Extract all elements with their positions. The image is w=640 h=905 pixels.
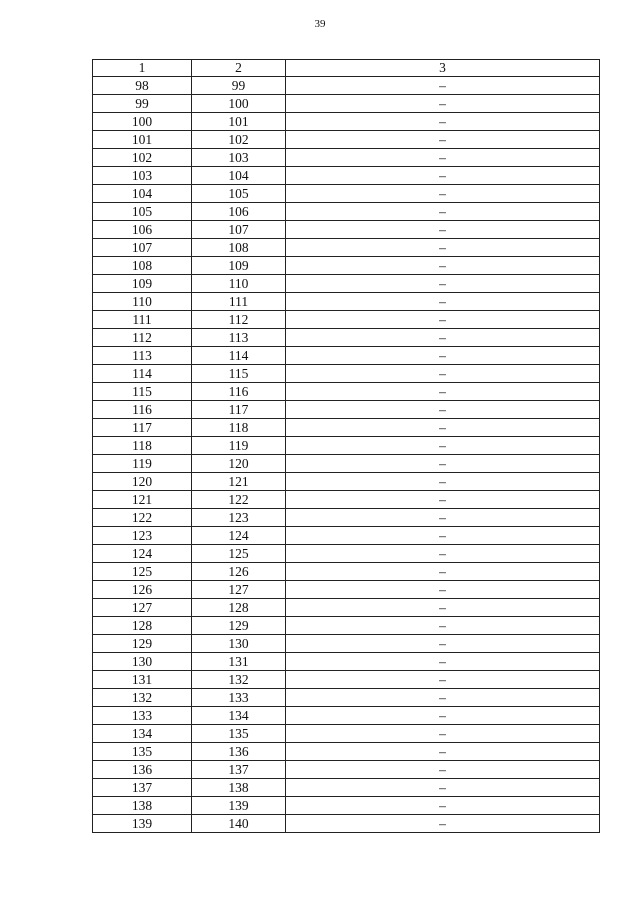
- table-row: [93, 221, 600, 239]
- cell-column-1: 119: [93, 455, 192, 473]
- table-row: [93, 311, 600, 329]
- table-row: [93, 257, 600, 275]
- table-row: [93, 455, 600, 473]
- table-row: [93, 293, 600, 311]
- cell-column-2: 121: [192, 473, 286, 491]
- cell-column-3: –: [286, 761, 600, 779]
- cell-column-2: 100: [192, 95, 286, 113]
- table-header-row: [93, 60, 600, 77]
- column-header-2: 2: [192, 60, 286, 77]
- table-row: [93, 761, 600, 779]
- table-row: [93, 77, 600, 95]
- cell-column-3: –: [286, 347, 600, 365]
- cell-column-1: 128: [93, 617, 192, 635]
- table-row: [93, 185, 600, 203]
- cell-column-1: 105: [93, 203, 192, 221]
- cell-column-1: 109: [93, 275, 192, 293]
- table-row: [93, 563, 600, 581]
- cell-column-2: 106: [192, 203, 286, 221]
- cell-column-2: 108: [192, 239, 286, 257]
- cell-column-2: 112: [192, 311, 286, 329]
- cell-column-2: 129: [192, 617, 286, 635]
- cell-column-3: –: [286, 509, 600, 527]
- cell-column-1: 98: [93, 77, 192, 95]
- cell-column-2: 117: [192, 401, 286, 419]
- table-row: [93, 797, 600, 815]
- cell-column-2: 119: [192, 437, 286, 455]
- cell-column-1: 114: [93, 365, 192, 383]
- cell-column-1: 103: [93, 167, 192, 185]
- cell-column-1: 120: [93, 473, 192, 491]
- cell-column-3: –: [286, 113, 600, 131]
- cell-column-3: –: [286, 527, 600, 545]
- cell-column-2: 140: [192, 815, 286, 833]
- cell-column-2: 132: [192, 671, 286, 689]
- cell-column-3: –: [286, 167, 600, 185]
- table-row: [93, 437, 600, 455]
- cell-column-3: –: [286, 401, 600, 419]
- cell-column-2: 110: [192, 275, 286, 293]
- cell-column-3: –: [286, 797, 600, 815]
- cell-column-1: 113: [93, 347, 192, 365]
- cell-column-2: 115: [192, 365, 286, 383]
- cell-column-1: 108: [93, 257, 192, 275]
- cell-column-3: –: [286, 257, 600, 275]
- cell-column-3: –: [286, 437, 600, 455]
- cell-column-1: 131: [93, 671, 192, 689]
- cell-column-3: –: [286, 293, 600, 311]
- cell-column-2: 102: [192, 131, 286, 149]
- cell-column-2: 104: [192, 167, 286, 185]
- column-header-3: 3: [286, 60, 600, 77]
- cell-column-1: 102: [93, 149, 192, 167]
- cell-column-3: –: [286, 419, 600, 437]
- cell-column-1: 138: [93, 797, 192, 815]
- cell-column-1: 121: [93, 491, 192, 509]
- table-row: [93, 509, 600, 527]
- table-row: [93, 545, 600, 563]
- cell-column-2: 136: [192, 743, 286, 761]
- table-row: [93, 239, 600, 257]
- cell-column-2: 135: [192, 725, 286, 743]
- table-row: [93, 167, 600, 185]
- cell-column-3: –: [286, 365, 600, 383]
- cell-column-1: 125: [93, 563, 192, 581]
- cell-column-3: –: [286, 383, 600, 401]
- cell-column-1: 110: [93, 293, 192, 311]
- cell-column-1: 129: [93, 635, 192, 653]
- cell-column-3: –: [286, 689, 600, 707]
- cell-column-3: –: [286, 275, 600, 293]
- cell-column-1: 112: [93, 329, 192, 347]
- cell-column-1: 111: [93, 311, 192, 329]
- cell-column-2: 125: [192, 545, 286, 563]
- cell-column-3: –: [286, 473, 600, 491]
- cell-column-2: 107: [192, 221, 286, 239]
- cell-column-3: –: [286, 239, 600, 257]
- table-row: [93, 707, 600, 725]
- data-table: [92, 59, 600, 833]
- cell-column-2: 126: [192, 563, 286, 581]
- table-row: [93, 203, 600, 221]
- cell-column-1: 130: [93, 653, 192, 671]
- table-row: [93, 527, 600, 545]
- cell-column-1: 123: [93, 527, 192, 545]
- cell-column-2: 101: [192, 113, 286, 131]
- cell-column-1: 118: [93, 437, 192, 455]
- cell-column-1: 134: [93, 725, 192, 743]
- cell-column-1: 137: [93, 779, 192, 797]
- cell-column-1: 107: [93, 239, 192, 257]
- table-row: [93, 653, 600, 671]
- table-row: [93, 671, 600, 689]
- cell-column-3: –: [286, 779, 600, 797]
- table-row: [93, 347, 600, 365]
- cell-column-3: –: [286, 815, 600, 833]
- cell-column-1: 115: [93, 383, 192, 401]
- cell-column-3: –: [286, 635, 600, 653]
- cell-column-2: 131: [192, 653, 286, 671]
- cell-column-2: 114: [192, 347, 286, 365]
- table-row: [93, 635, 600, 653]
- table-row: [93, 473, 600, 491]
- cell-column-1: 116: [93, 401, 192, 419]
- table-row: [93, 95, 600, 113]
- cell-column-1: 101: [93, 131, 192, 149]
- cell-column-3: –: [286, 653, 600, 671]
- cell-column-3: –: [286, 329, 600, 347]
- cell-column-1: 124: [93, 545, 192, 563]
- cell-column-1: 99: [93, 95, 192, 113]
- cell-column-2: 122: [192, 491, 286, 509]
- cell-column-2: 133: [192, 689, 286, 707]
- cell-column-3: –: [286, 95, 600, 113]
- cell-column-3: –: [286, 185, 600, 203]
- table-row: [93, 131, 600, 149]
- cell-column-2: 139: [192, 797, 286, 815]
- cell-column-2: 120: [192, 455, 286, 473]
- table-row: [93, 599, 600, 617]
- table-row: [93, 419, 600, 437]
- cell-column-3: –: [286, 671, 600, 689]
- cell-column-3: –: [286, 311, 600, 329]
- cell-column-2: 109: [192, 257, 286, 275]
- cell-column-3: –: [286, 545, 600, 563]
- column-header-1: 1: [93, 60, 192, 77]
- cell-column-3: –: [286, 563, 600, 581]
- cell-column-1: 122: [93, 509, 192, 527]
- cell-column-1: 139: [93, 815, 192, 833]
- table-row: [93, 617, 600, 635]
- cell-column-1: 127: [93, 599, 192, 617]
- table-row: [93, 743, 600, 761]
- cell-column-1: 117: [93, 419, 192, 437]
- cell-column-3: –: [286, 581, 600, 599]
- cell-column-3: –: [286, 203, 600, 221]
- cell-column-2: 111: [192, 293, 286, 311]
- cell-column-2: 124: [192, 527, 286, 545]
- cell-column-3: –: [286, 221, 600, 239]
- table-row: [93, 725, 600, 743]
- table-row: [93, 275, 600, 293]
- cell-column-3: –: [286, 707, 600, 725]
- table-body: [93, 60, 600, 833]
- cell-column-3: –: [286, 131, 600, 149]
- cell-column-3: –: [286, 599, 600, 617]
- cell-column-2: 123: [192, 509, 286, 527]
- page-number: 39: [314, 18, 326, 30]
- table-row: [93, 491, 600, 509]
- cell-column-1: 135: [93, 743, 192, 761]
- cell-column-2: 118: [192, 419, 286, 437]
- cell-column-3: –: [286, 725, 600, 743]
- cell-column-1: 133: [93, 707, 192, 725]
- cell-column-2: 137: [192, 761, 286, 779]
- cell-column-2: 116: [192, 383, 286, 401]
- cell-column-2: 99: [192, 77, 286, 95]
- cell-column-1: 106: [93, 221, 192, 239]
- cell-column-2: 138: [192, 779, 286, 797]
- table-row: [93, 365, 600, 383]
- table-row: [93, 815, 600, 833]
- cell-column-2: 128: [192, 599, 286, 617]
- table-row: [93, 779, 600, 797]
- cell-column-3: –: [286, 743, 600, 761]
- table-row: [93, 383, 600, 401]
- cell-column-1: 100: [93, 113, 192, 131]
- cell-column-2: 127: [192, 581, 286, 599]
- cell-column-3: –: [286, 617, 600, 635]
- cell-column-1: 104: [93, 185, 192, 203]
- table-row: [93, 401, 600, 419]
- cell-column-3: –: [286, 77, 600, 95]
- cell-column-1: 136: [93, 761, 192, 779]
- table-row: [93, 113, 600, 131]
- cell-column-3: –: [286, 455, 600, 473]
- cell-column-2: 113: [192, 329, 286, 347]
- table-row: [93, 689, 600, 707]
- cell-column-2: 134: [192, 707, 286, 725]
- cell-column-1: 132: [93, 689, 192, 707]
- cell-column-3: –: [286, 149, 600, 167]
- cell-column-2: 130: [192, 635, 286, 653]
- cell-column-2: 105: [192, 185, 286, 203]
- cell-column-1: 126: [93, 581, 192, 599]
- table-row: [93, 149, 600, 167]
- cell-column-2: 103: [192, 149, 286, 167]
- table-row: [93, 581, 600, 599]
- cell-column-3: –: [286, 491, 600, 509]
- table-row: [93, 329, 600, 347]
